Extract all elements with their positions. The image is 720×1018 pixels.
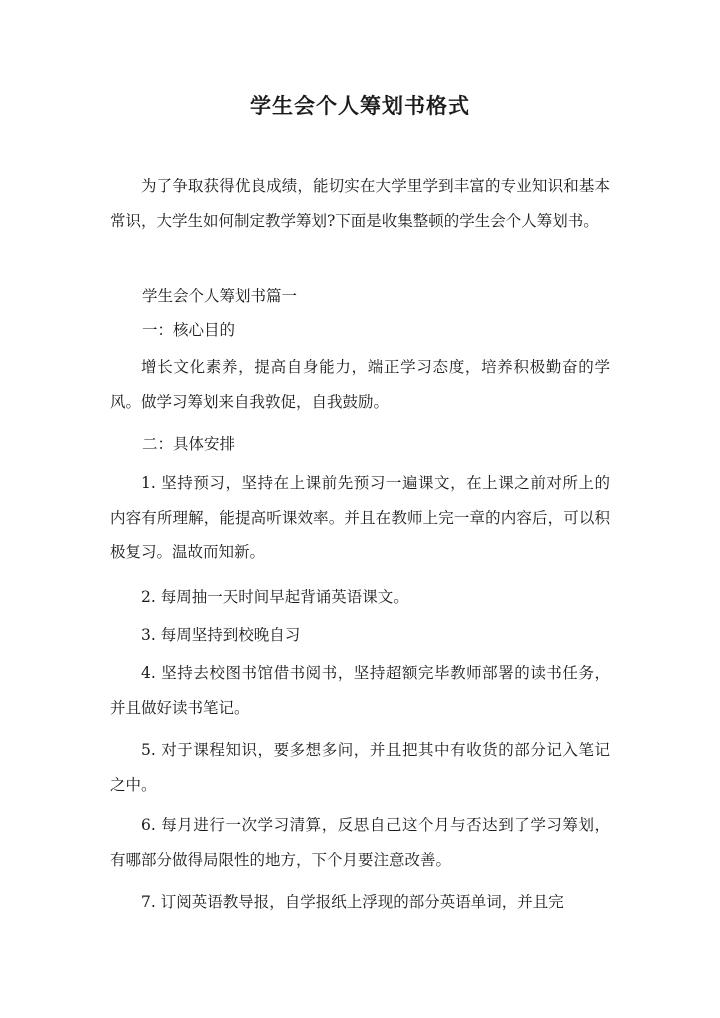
list-item-2: 2. 每周抽一天时间早起背诵英语课文。 — [141, 588, 409, 606]
list-item-5: 5. 对于课程知识，要多想多问，并且把其中有收货的部分记入笔记之中。 — [110, 741, 610, 794]
section-heading: 学生会个人筹划书篇一 — [142, 287, 298, 305]
list-item-4: 4. 坚持去校图书馆借书阅书，坚持超额完毕教师部署的读书任务，并且做好读书笔记。 — [110, 664, 610, 717]
list-item-7: 7. 订阅英语教导报，自学报纸上浮现的部分英语单词，并且完 — [141, 893, 564, 911]
heading-core-goal: 一：核心目的 — [142, 321, 236, 339]
list-item-1: 1. 坚持预习，坚持在上课前先预习一遍课文，在上课之前对所上的内容有所理解，能提高听课效率。并且在教师上完一章的内容后，可以积极复习。温故而知新。 — [110, 474, 610, 561]
goal-paragraph: 增长文化素养，提高自身能力，端正学习态度，培养积极勤奋的学风。做学习筹划来自我敦促，自我鼓励。 — [110, 358, 610, 411]
list-item-6: 6. 每月进行一次学习清算，反思自己这个月与否达到了学习筹划，有哪部分做得局限性的地方，下个月要注意改善。 — [110, 816, 610, 869]
list-item-3: 3. 每周坚持到校晚自习 — [141, 626, 301, 644]
heading-specific-plan: 二：具体安排 — [142, 435, 236, 453]
intro-paragraph: 为了争取获得优良成绩，能切实在大学里学到丰富的专业知识和基本常识，大学生如何制定教学筹划?下面是收集整顿的学生会个人筹划书。 — [110, 177, 610, 230]
document-title: 学生会个人筹划书格式 — [250, 93, 470, 118]
